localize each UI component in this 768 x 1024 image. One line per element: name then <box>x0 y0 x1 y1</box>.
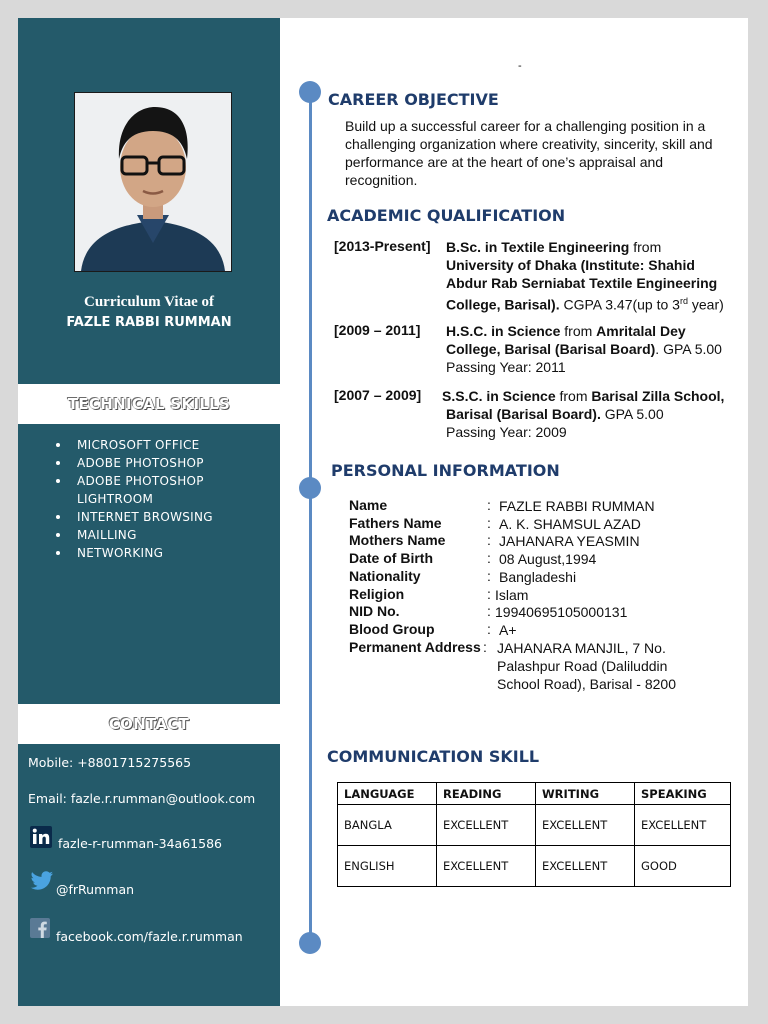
contact-heading: CONTACT <box>18 704 280 744</box>
linkedin-link[interactable]: fazle-r-rumman-34a61586 <box>58 836 222 851</box>
edu-period: [2009 – 2011] <box>334 322 421 338</box>
degree: H.S.C. in Science <box>446 323 561 339</box>
institution: Barisal (Barisal Board). <box>446 406 601 422</box>
personal-label: Nationality <box>349 568 421 584</box>
personal-value: Bangladeshi <box>499 569 577 585</box>
edu-period: [2007 – 2009] <box>334 387 422 403</box>
sidebar <box>18 18 280 1006</box>
table-cell: ENGLISH <box>338 846 437 887</box>
personal-value: JAHANARA YEASMIN <box>499 533 640 549</box>
edu-text: from <box>555 388 592 404</box>
skill-item: ADOBE PHOTOSHOP <box>56 472 266 490</box>
personal-value: A. K. SHAMSUL AZAD <box>499 516 641 532</box>
table-cell: EXCELLENT <box>437 846 536 887</box>
skill-item: INTERNET BROWSING <box>56 508 266 526</box>
skill-item: MAILLING <box>56 526 266 544</box>
address-line: JAHANARA MANJIL, 7 No. <box>497 640 666 656</box>
personal-label: Blood Group <box>349 621 435 637</box>
person-silhouette-icon <box>75 93 231 271</box>
cv-name: FAZLE RABBI RUMMAN <box>66 315 232 330</box>
personal-value: 08 August,1994 <box>499 551 597 567</box>
passing-year: Passing Year: 2011 <box>446 359 566 375</box>
table-row <box>338 805 731 846</box>
contact-panel <box>18 744 280 1006</box>
table-cell: EXCELLENT <box>437 805 536 846</box>
cgpa: CGPA 3.47(up to 3 <box>559 296 680 313</box>
degree: S.S.C. in Science <box>442 388 556 404</box>
personal-label: Name <box>349 497 388 513</box>
career-line: recognition. <box>345 172 418 188</box>
column-header: SPEAKING <box>635 783 731 805</box>
edu-entry <box>446 238 724 314</box>
skill-item-continued <box>56 490 266 508</box>
facebook-link[interactable]: facebook.com/fazle.r.rumman <box>56 929 243 944</box>
personal-label: Date of Birth <box>349 550 433 566</box>
edu-entry <box>446 322 722 376</box>
communication-heading: COMMUNICATION SKILL <box>327 747 540 766</box>
gpa: GPA 5.00 <box>600 406 664 422</box>
timeline-dot <box>299 81 321 103</box>
institution: Amritalal Dey <box>596 323 686 339</box>
personal-info-heading: PERSONAL INFORMATION <box>331 461 560 480</box>
career-objective-text <box>345 117 713 189</box>
timeline-dot <box>299 932 321 954</box>
address-line: Palashpur Road (Daliluddin <box>497 658 668 674</box>
degree: B.Sc. in Textile Engineering <box>446 239 630 255</box>
ordinal-suffix: rd <box>679 296 688 306</box>
personal-label: Religion <box>349 586 405 602</box>
table-cell: EXCELLENT <box>536 805 635 846</box>
personal-label: Permanent Address <box>349 639 481 655</box>
career-line: Build up a successful career for a challenging position in a <box>345 118 706 134</box>
twitter-handle[interactable]: @frRumman <box>56 882 135 897</box>
technical-skills-heading: TECHNICAL SKILLS <box>18 384 280 424</box>
personal-value: Islam <box>495 587 529 603</box>
career-line: performance are at the heart of one’s appraisal and <box>345 154 664 170</box>
column-header: LANGUAGE <box>338 783 437 805</box>
career-line: challenging organization where creativity, sincerity, skill and <box>345 136 713 152</box>
personal-value: FAZLE RABBI RUMMAN <box>499 498 655 514</box>
table-header-row <box>338 783 731 805</box>
edu-entry <box>442 387 724 441</box>
gpa: . GPA 5.00 <box>655 341 722 357</box>
table-row <box>338 846 731 887</box>
passing-year: Passing Year: 2009 <box>446 424 567 440</box>
timeline-line <box>309 94 312 944</box>
institution: College, Barisal). <box>446 296 560 313</box>
table-cell: BANGLA <box>338 805 437 846</box>
personal-label: NID No. <box>349 603 400 619</box>
column-header: READING <box>437 783 536 805</box>
timeline-dot <box>299 477 321 499</box>
skill-item-cont-text: LIGHTROOM <box>77 492 154 506</box>
personal-label: Mothers Name <box>349 532 446 548</box>
mobile-text: Mobile: +8801715275565 <box>28 755 192 770</box>
table-cell: EXCELLENT <box>635 805 731 846</box>
skill-item: NETWORKING <box>56 544 266 562</box>
stray-dash: - <box>518 60 522 72</box>
table-cell: EXCELLENT <box>536 846 635 887</box>
institution: University of Dhaka (Institute: Shahid <box>446 257 695 273</box>
table-cell: GOOD <box>635 846 731 887</box>
institution: Barisal Zilla School, <box>591 388 725 404</box>
institution: College, Barisal (Barisal Board) <box>446 341 656 357</box>
resume-page: TECHNICAL SKILLS CONTACT Curriculum Vitae of FAZLE RABBI RUMMAN MICROSOFT OFFICE ADOBE PHOTOSHOP ADOBE PHOTOSHOP LIGHTROOM INTERNET BROWSING MAILLING NETWORKING Mobile: +8801715275565 Email: fazle.r.rumman@outlook.com fazle-r-rumman-34a61586 @frRumman facebook.com/fazle.r.rumman - CAREER OBJECTIVE Build up a successful career for a challenging position in a challenging organization where creativity, sincerity, skill and performance are at the heart of one’s appraisal and recognition. ACADEMIC QUALIFICATION [2013-Present] B.Sc. in Textile Engineering from University of Dhaka (Institute: Shahid Abdur Rab Serniabat Textile Engineering College, Barisal). CGPA 3.47(up to 3rd year) [2009 – 2011] H.S.C. in Science from Amritalal Dey College, Barisal (Barisal Board). GPA 5.00 Passing Year: 2011 [2007 – 2009] S.S.C. in Science from Barisal Zilla School, Barisal (Barisal Board). GPA 5.00 Passing Year: 2009 PERSONAL INFORMATION Name : FAZLE RABBI RUMMAN Fathers Name : A. K. SHAMSUL AZAD Mothers Name : JAHANARA YEASMIN Date of Birth : 08 August,1994 Nationality : Bangladeshi Religion : Islam NID No. : 19940695105000131 Blood Group : A+ Permanent Address : JAHANARA MANJIL, 7 No. Palashpur Road (Daliluddin School Road), Barisal - 8200 COMMUNICATION SKILL LANGUAGE READING WRITING SPEAKING BANGLA EXCELLENT EXCELLENT EXCELLENT ENGLISH EXCELLENT EXCELLENT GOOD <box>18 18 748 1006</box>
academic-heading: ACADEMIC QUALIFICATION <box>327 206 566 225</box>
skills-list <box>56 436 266 562</box>
communication-table <box>337 782 731 887</box>
edu-text: from <box>629 239 662 255</box>
facebook-icon[interactable] <box>30 918 50 938</box>
personal-label: Fathers Name <box>349 515 442 531</box>
edu-text: year) <box>687 296 724 313</box>
personal-value: A+ <box>499 622 517 638</box>
profile-photo <box>74 92 232 272</box>
institution: Abdur Rab Serniabat Textile Engineering <box>446 275 718 291</box>
skill-item: ADOBE PHOTOSHOP <box>56 454 266 472</box>
email-link[interactable]: Email: fazle.r.rumman@outlook.com <box>28 791 256 806</box>
skill-item: MICROSOFT OFFICE <box>56 436 266 454</box>
personal-value: 19940695105000131 <box>495 604 628 620</box>
edu-period: [2013-Present] <box>334 238 431 254</box>
address-line: School Road), Barisal - 8200 <box>497 676 676 692</box>
personal-value <box>497 639 676 693</box>
linkedin-icon[interactable] <box>30 826 52 848</box>
column-header: WRITING <box>536 783 635 805</box>
edu-text: from <box>560 323 597 339</box>
twitter-icon[interactable] <box>30 870 54 892</box>
cv-title: Curriculum Vitae of <box>84 294 214 310</box>
career-objective-heading: CAREER OBJECTIVE <box>328 90 499 109</box>
